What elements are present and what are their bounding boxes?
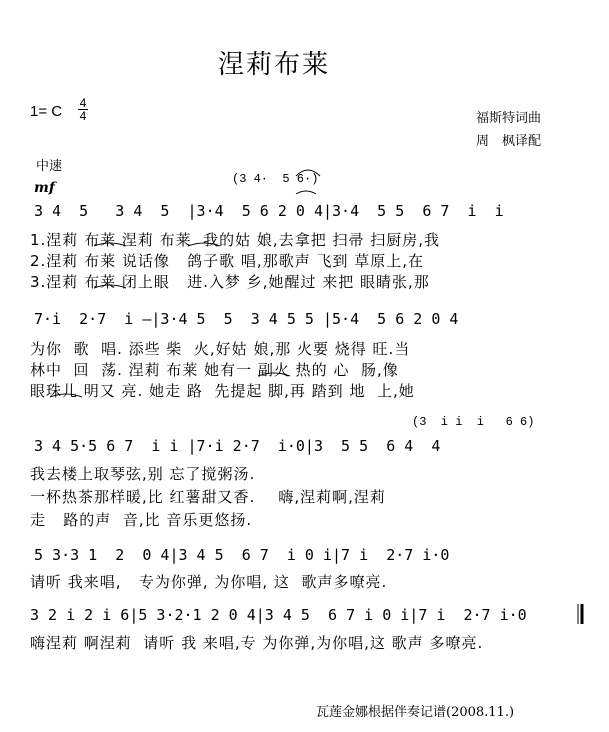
time-signature-bottom: 4 <box>79 109 87 123</box>
time-signature-top: 4 <box>79 96 87 110</box>
song-title: 涅莉布莱 <box>218 50 331 80</box>
notation-line-4: 5 3·3 1 2 0 4|3 4 5 6 7 i 0 i|7 i 2·7 i·0 <box>34 546 450 564</box>
lyric-line-3-1: 我去楼上取琴弦,别 忘了搅粥汤. <box>30 465 256 483</box>
lyric-line-2-2: 林中 回 荡. 涅莉 布莱 她有一 副火 热的 心 肠,像 <box>30 361 399 379</box>
lyric-line-2-1: 为你 歌 唱. 添些 柴 火,好姑 娘,那 火要 烧得 旺.当 <box>30 340 411 358</box>
dynamic-marking: mf <box>34 180 55 196</box>
lyric-line-2-3: 眼珠儿 明又 亮. 她走 路 先提起 脚,再 踏到 地 上,她 <box>30 382 415 400</box>
ornament-intro: (3 4· 5 6·) <box>232 172 319 186</box>
credit-translator: 周 枫译配 <box>476 134 542 149</box>
lyric-line-1-1: 1.涅莉 布莱 涅莉 布莱 我的姑 娘,去拿把 扫帚 扫厨房,我 <box>30 231 440 249</box>
slur-line2-a <box>258 373 290 376</box>
lyric-line-3-3: 走 路的声 音,比 音乐更悠扬. <box>30 511 253 529</box>
notation-line-3: 3 4 5·5 6 7 i i |7·i 2·7 i·0|3 5 5 6 4 4 <box>34 437 441 455</box>
slur-line1-a <box>94 243 126 246</box>
lyric-line-4-1: 请听 我来唱, 专为你弹, 为你唱, 这 歌声多嘹亮. <box>30 573 388 591</box>
transcription-credit: 瓦莲金娜根据伴奏记谱(2008.11.) <box>316 705 515 720</box>
lyric-line-3-2: 一杯热茶那样暖,比 红薯甜又香. 嗨,涅莉啊,涅莉 <box>30 488 386 506</box>
slur-intro <box>296 170 320 176</box>
key-signature: 1= C <box>30 103 63 120</box>
slur-intro-lower <box>296 191 316 194</box>
credit-composer: 福斯特词曲 <box>476 111 542 126</box>
notation-line-1: 3 4 5 3 4 5 |3·4 5 6 2 0 4|3·4 5 5 6 7 i i <box>34 202 504 220</box>
lyric-line-1-2: 2.涅莉 布莱 说话像 鸽子歌 唱,那歌声 飞到 草原上,在 <box>30 252 424 270</box>
lyric-line-1-3: 3.涅莉 布莱 闭上眼 进.入梦 乡,她醒过 来把 眼睛张,那 <box>30 273 430 291</box>
lyric-line-5-1: 嗨涅莉 啊涅莉 请听 我 来唱,专 为你弹,为你唱,这 歌声 多嘹亮. <box>30 634 484 652</box>
slur-line2-b <box>50 394 82 397</box>
notation-line-5: 3 2 i 2 i 6|5 3·2·1 2 0 4|3 4 5 6 7 i 0 i|7 i 2·7 i·0 <box>30 606 527 624</box>
ornament-chorus: (3 i i i 6 6) <box>412 415 535 429</box>
slur-line1-c <box>94 285 126 288</box>
tempo-marking: 中速 <box>36 159 63 174</box>
slur-line1-b <box>188 243 220 246</box>
notation-line-2: 7·i 2·7 i –|3·4 5 5 3 4 5 5 |5·4 5 6 2 0 4 <box>34 310 459 328</box>
